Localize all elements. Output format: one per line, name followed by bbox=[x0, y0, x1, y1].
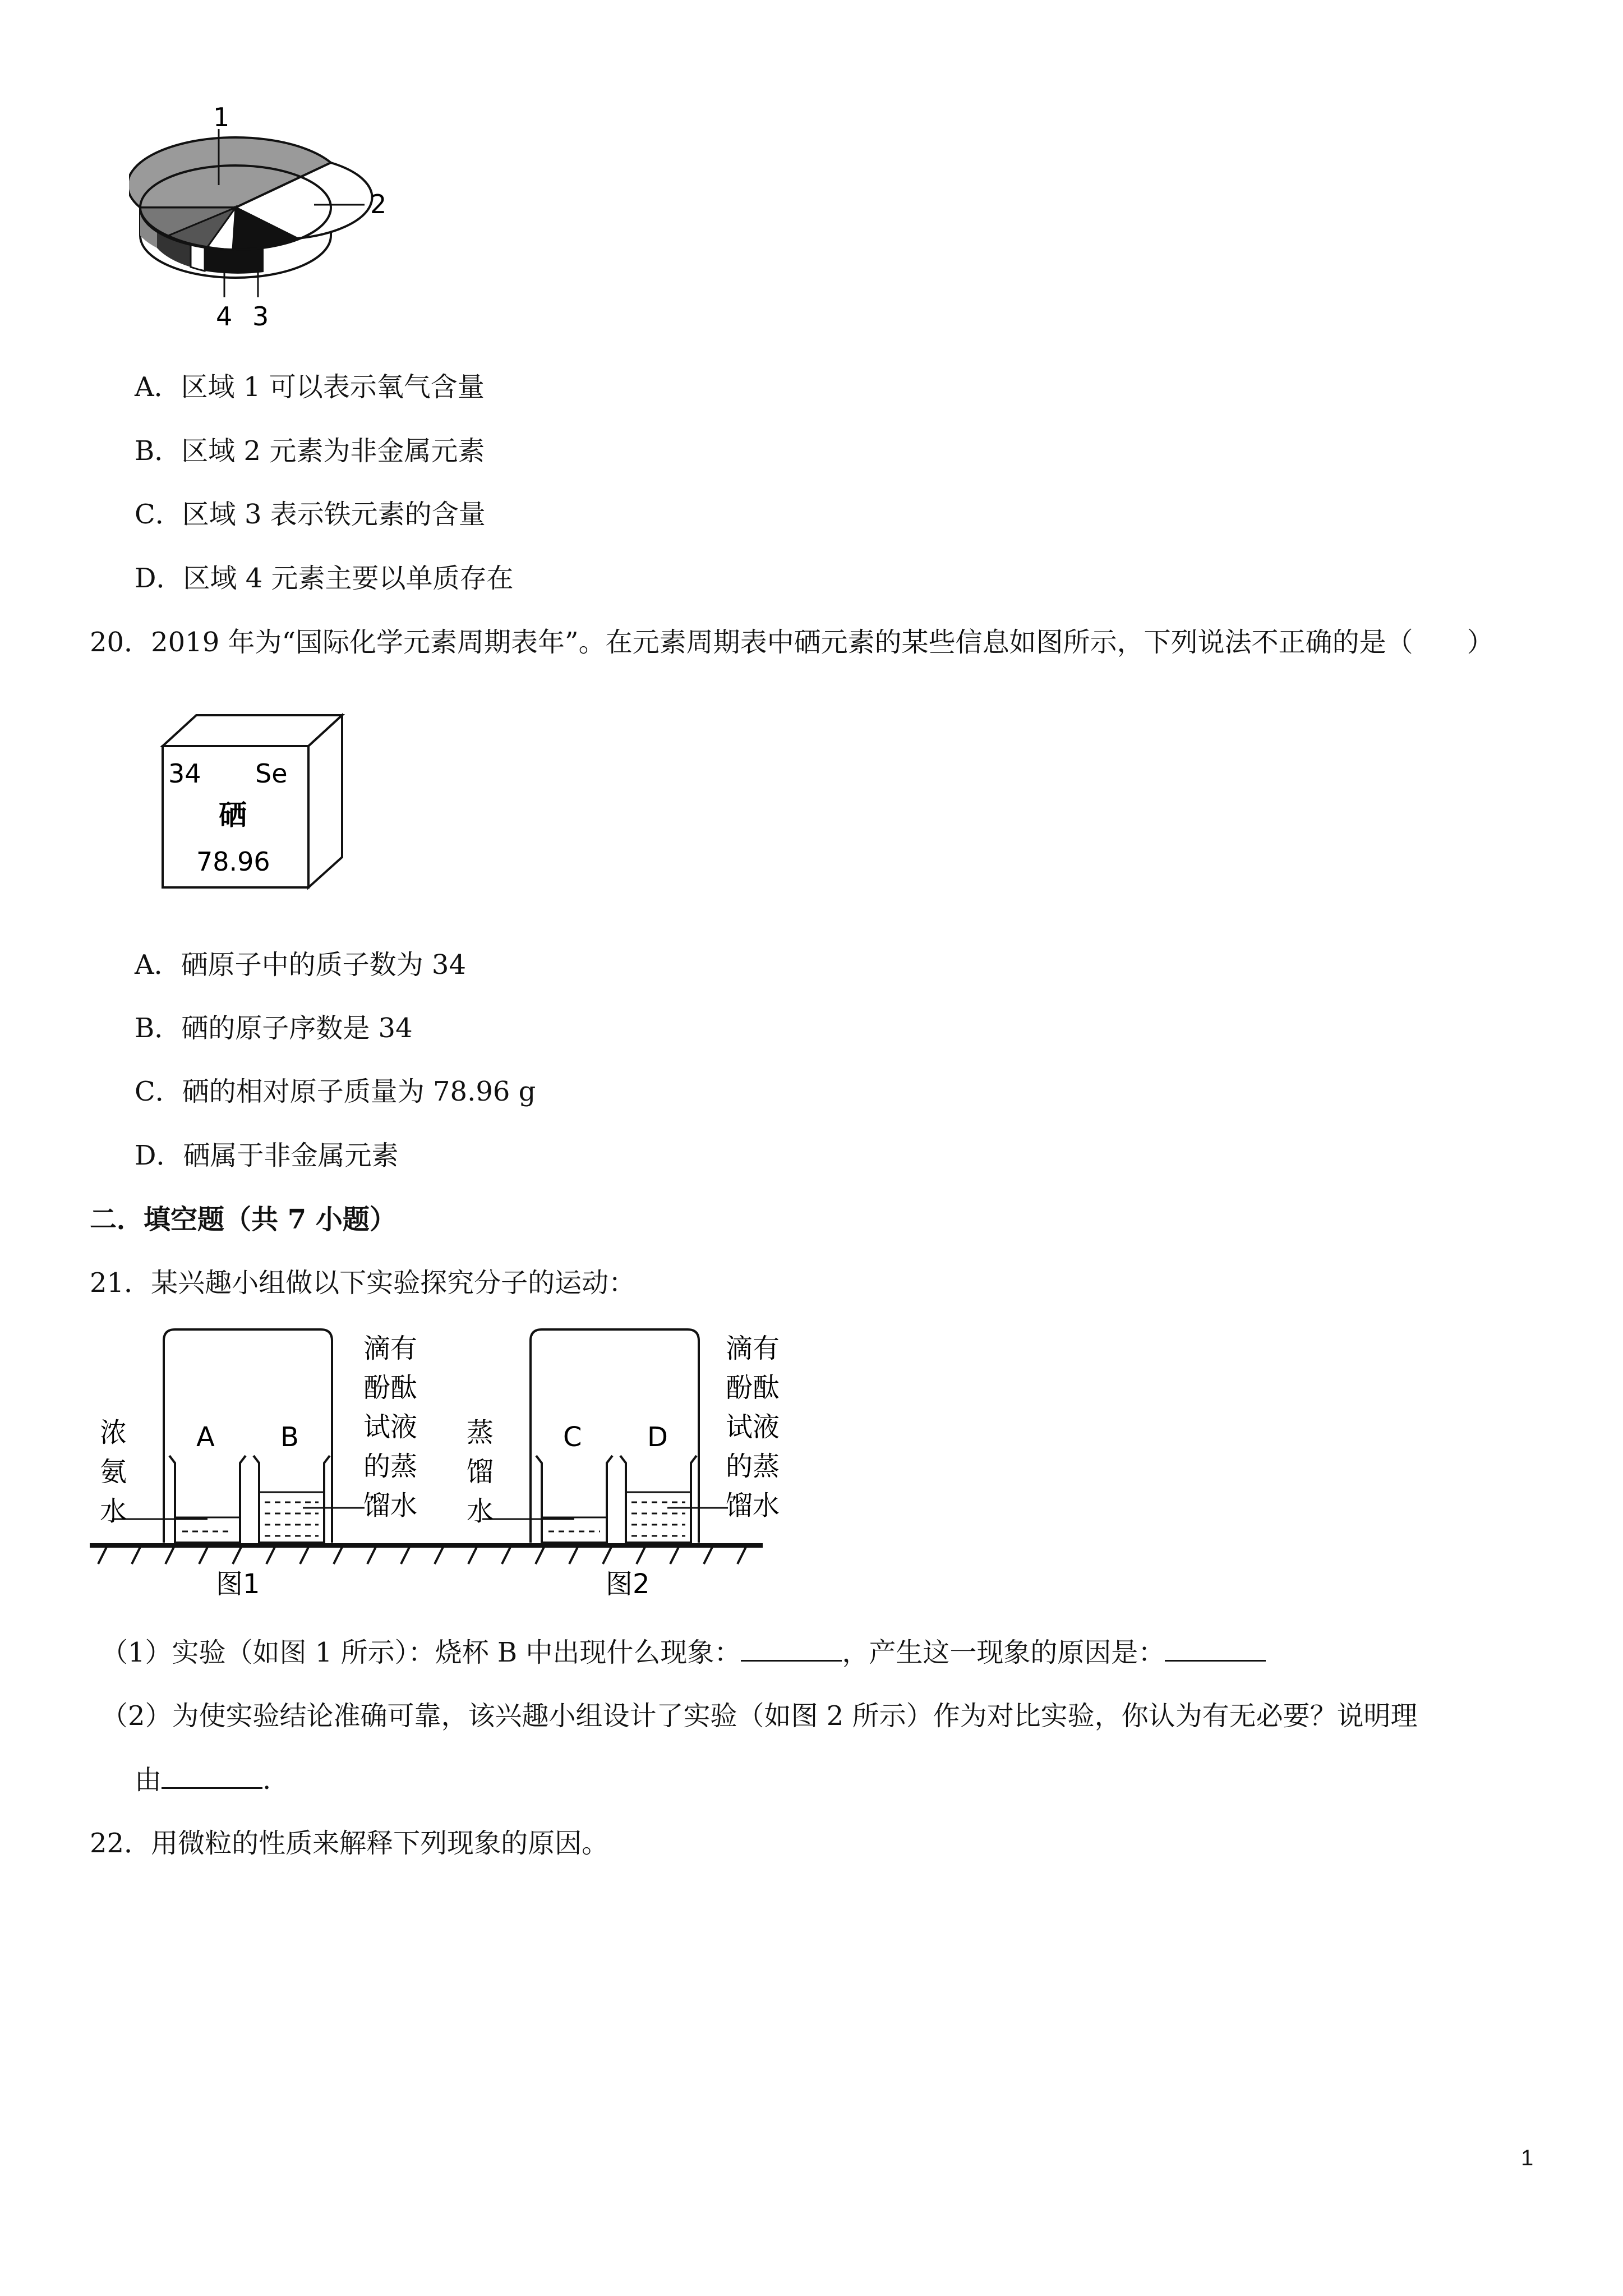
q21-sub1-text-a: （1）实验（如图 1 所示）：烧杯 B 中出现什么现象： bbox=[101, 1637, 741, 1668]
beaker-a-label: A bbox=[196, 1421, 215, 1453]
pie-label-1: 1 bbox=[213, 102, 230, 132]
pie-label-2: 2 bbox=[370, 189, 387, 219]
left-label-1-line-3: 水 bbox=[100, 1496, 127, 1527]
q20-option-a: A．硒原子中的质子数为 34 bbox=[135, 949, 467, 981]
right-label-1-line-4: 的蒸 bbox=[363, 1451, 418, 1482]
element-mass: 78.96 bbox=[196, 846, 270, 877]
pie-label-4: 4 bbox=[216, 301, 233, 332]
left-label-2-line-3: 水 bbox=[467, 1496, 494, 1527]
q20-option-d: D．硒属于非金属元素 bbox=[135, 1140, 399, 1171]
element-card-selenium bbox=[157, 712, 348, 898]
q22-stem: 22．用微粒的性质来解释下列现象的原因。 bbox=[90, 1828, 609, 1859]
beaker-b-label: B bbox=[280, 1421, 299, 1453]
right-label-2-line-2: 酚酞 bbox=[726, 1372, 780, 1404]
q21-sub2-line2 bbox=[135, 1763, 271, 1797]
right-label-1-line-3: 试液 bbox=[363, 1411, 418, 1443]
q20-option-b: B．硒的原子序数是 34 bbox=[135, 1013, 413, 1044]
right-label-2-line-5: 馏水 bbox=[726, 1490, 780, 1521]
q21-sub2-line1: （2）为使实验结论准确可靠，该兴趣小组设计了实验（如图 2 所示）作为对比实验，你认为有无必要？说明理 bbox=[101, 1700, 1418, 1732]
right-label-1-line-2: 酚酞 bbox=[363, 1372, 418, 1404]
element-number: 34 bbox=[168, 758, 201, 789]
q19-option-a: A．区域 1 可以表示氧气含量 bbox=[135, 371, 485, 403]
q21-sub2-text-b: . bbox=[262, 1764, 271, 1796]
fig1-caption: 图1 bbox=[216, 1568, 260, 1600]
q21-sub1-text-b: ，产生这一现象的原因是： bbox=[842, 1637, 1165, 1668]
q21-sub2-text-a: 由 bbox=[135, 1764, 162, 1796]
beaker-c-label: C bbox=[563, 1421, 582, 1453]
element-name: 硒 bbox=[219, 799, 247, 831]
q20-option-c: C．硒的相对原子质量为 78.96 g bbox=[135, 1076, 536, 1107]
q21-blank-2[interactable] bbox=[1165, 1635, 1266, 1662]
right-label-2-line-3: 试液 bbox=[726, 1411, 780, 1443]
q21-blank-1[interactable] bbox=[741, 1635, 842, 1662]
left-label-2-line-1: 蒸 bbox=[467, 1417, 494, 1448]
beaker-d-label: D bbox=[647, 1421, 668, 1453]
pie-figure bbox=[129, 101, 421, 348]
left-label-1-line-2: 氨 bbox=[100, 1456, 127, 1488]
right-label-2-line-4: 的蒸 bbox=[726, 1451, 780, 1482]
experiment-figure bbox=[90, 1324, 796, 1616]
right-label-1-line-5: 馏水 bbox=[363, 1490, 418, 1521]
left-label-1-line-1: 浓 bbox=[100, 1417, 127, 1448]
page-number: 1 bbox=[1521, 2146, 1534, 2170]
element-symbol: Se bbox=[255, 758, 288, 789]
q21-sub1 bbox=[101, 1635, 1266, 1669]
pie-label-3: 3 bbox=[252, 301, 269, 332]
q21-stem: 21．某兴趣小组做以下实验探究分子的运动： bbox=[90, 1267, 636, 1299]
left-label-2-line-2: 馏 bbox=[467, 1456, 494, 1488]
q19-option-d: D．区域 4 元素主要以单质存在 bbox=[135, 563, 514, 594]
q21-blank-3[interactable] bbox=[162, 1763, 262, 1789]
fig2-caption: 图2 bbox=[606, 1568, 650, 1600]
section-title: 二．填空题（共 7 小题） bbox=[90, 1204, 396, 1235]
right-label-2-line-1: 滴有 bbox=[726, 1333, 780, 1364]
q19-option-b: B．区域 2 元素为非金属元素 bbox=[135, 435, 485, 467]
right-label-1-line-1: 滴有 bbox=[363, 1333, 418, 1364]
q20-stem: 20．2019 年为“国际化学元素周期表年”。在元素周期表中硒元素的某些信息如图所示，下列说法不正确的是（ ） bbox=[90, 627, 1494, 658]
q19-option-c: C．区域 3 表示铁元素的含量 bbox=[135, 499, 486, 530]
